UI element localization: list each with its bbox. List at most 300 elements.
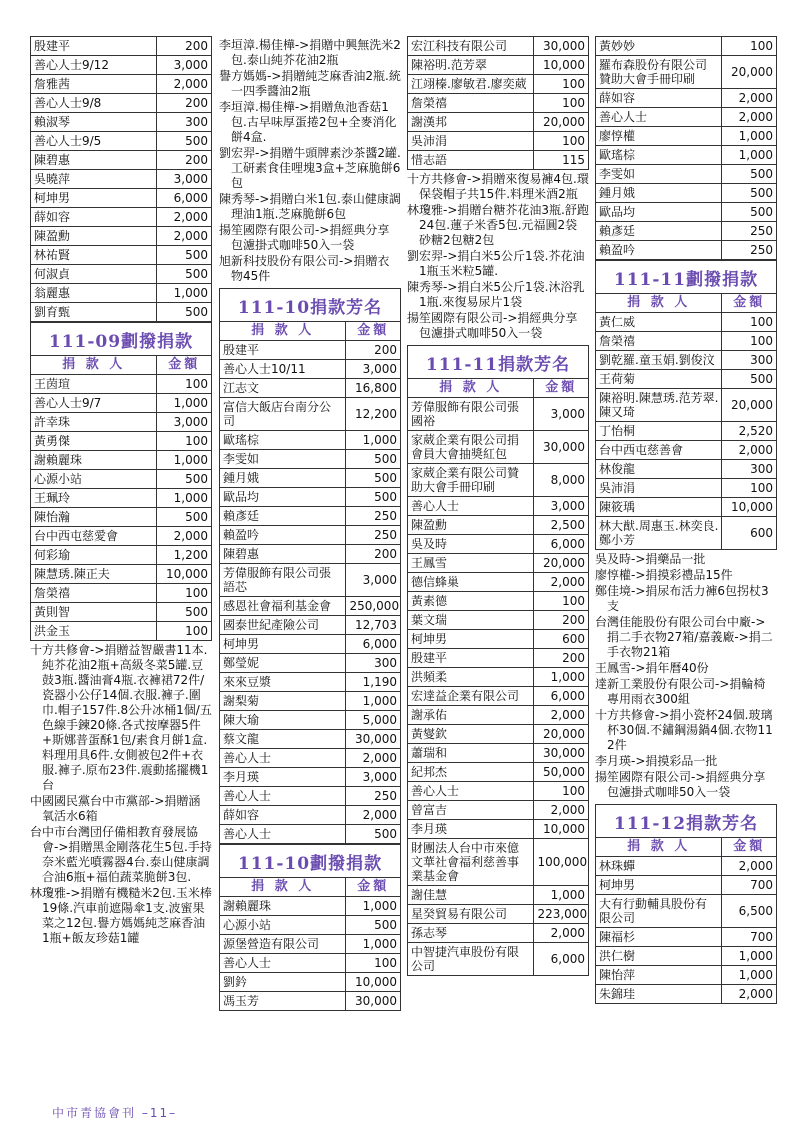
table-row [31,584,212,603]
donor-name: 鍾月娥 [596,184,722,203]
donor-name: 陳盈勳 [408,516,534,535]
donor-name: 善心人士9/12 [31,56,157,75]
donation-note: 台灣佳能股份有限公司台中廠->捐二手衣物27箱/嘉義廠->捐二手衣物21箱 [595,615,773,659]
donation-amount: 2,000 [722,108,777,127]
donor-column-header: 捐 款 人 [220,322,346,341]
table-row [596,351,777,370]
table-header-row [31,356,212,375]
table-row [408,782,589,801]
column-4 [595,36,777,1004]
table-row [220,597,401,616]
donation-table [595,837,777,1004]
donation-amount: 1,000 [157,284,212,303]
donor-name: 陳盈勳 [31,227,157,246]
donor-name: 黃則智 [31,603,157,622]
donor-name: 陳裕明.陳慧琇.范芳翠.陳又琦 [596,389,722,422]
donation-amount: 1,000 [157,394,212,413]
donation-amount: 3,000 [346,360,401,379]
donation-amount: 3,000 [346,564,401,597]
table-row [220,341,401,360]
table-row [408,668,589,687]
donation-amount: 223,000 [534,905,589,924]
donation-amount: 100 [157,432,212,451]
table-row [596,389,777,422]
section-title: 111-11劃撥捐款 [595,260,777,293]
donor-name: 許幸珠 [31,413,157,432]
table-row [31,37,212,56]
donation-amount: 200 [157,94,212,113]
donation-note: 台中市台灣団仔備相教育發展協會->捐贈黑金剛落花生5包.手持奈米藍光噴霧器4台.泰山健康調合油6瓶+福伯蔬菜脆餅3包. [30,825,212,884]
donor-name: 李雯如 [220,450,346,469]
table-row [220,954,401,973]
donor-name: 善心人士9/8 [31,94,157,113]
table-row [220,431,401,450]
table-row [408,554,589,573]
donation-amount: 10,000 [534,820,589,839]
table-row [596,222,777,241]
in-kind-donation-notes [595,552,777,800]
table-row [596,332,777,351]
donor-name: 謝梨菊 [220,692,346,711]
donation-amount: 200 [534,611,589,630]
donor-name: 陳碧惠 [31,151,157,170]
donation-table [407,36,589,170]
donor-name: 林俊龍 [596,460,722,479]
donation-amount: 30,000 [346,730,401,749]
donor-name: 詹榮禧 [596,332,722,351]
donation-amount: 600 [722,517,777,550]
donation-amount: 30,000 [534,431,589,464]
donor-name: 吳沛涓 [408,132,534,151]
donation-amount: 1,000 [157,451,212,470]
donor-name: 賴盈吟 [220,526,346,545]
table-row [31,113,212,132]
table-row [408,56,589,75]
table-row [31,227,212,246]
donation-amount: 2,000 [534,801,589,820]
donor-name: 德信蜂巢 [408,573,534,592]
donation-amount: 2,000 [534,706,589,725]
table-row [596,56,777,89]
donation-note: 十方共修會->捐贈來復易褲4包.環保袋帽子共15件.料理米酒2瓶 [407,172,589,201]
donor-name: 詹榮禧 [408,94,534,113]
donor-name: 何淑貞 [31,265,157,284]
table-row [408,94,589,113]
donation-amount: 12,200 [346,398,401,431]
table-row [220,825,401,844]
amount-column-header: 金額 [722,294,777,313]
donor-name: 謝承佑 [408,706,534,725]
donor-name: 殷建平 [408,649,534,668]
donor-name: 王荷菊 [596,370,722,389]
table-row [220,564,401,597]
donation-amount: 100 [534,782,589,801]
donation-amount: 300 [722,460,777,479]
amount-column-header: 金額 [534,379,589,398]
donation-amount: 1,000 [346,935,401,954]
donation-note: 李垣漳.楊佳樺->捐贈魚池香菇1包.古早味厚蛋捲2包+全麥消化餅4盒. [219,100,397,144]
table-row [596,37,777,56]
table-row [31,75,212,94]
donation-table [219,321,401,844]
table-row [31,508,212,527]
donor-column-header: 捐 款 人 [408,379,534,398]
donation-amount: 2,000 [157,227,212,246]
donor-name: 詹雅茜 [31,75,157,94]
donation-amount: 2,000 [157,75,212,94]
donor-name: 黃勇傑 [31,432,157,451]
table-row [220,545,401,564]
table-row [596,479,777,498]
donation-amount: 2,000 [722,985,777,1004]
table-row [596,165,777,184]
donor-name: 李月瑛 [220,768,346,787]
donor-name: 心源小站 [31,470,157,489]
donation-amount: 700 [722,928,777,947]
table-row [596,108,777,127]
donor-name: 柯坤男 [596,876,722,895]
donor-name: 陳福杉 [596,928,722,947]
donation-amount: 300 [722,351,777,370]
donation-amount: 600 [534,630,589,649]
donor-name: 蕭瑞和 [408,744,534,763]
donation-amount: 1,000 [157,489,212,508]
table-row [220,749,401,768]
donation-amount: 500 [722,184,777,203]
donor-name: 鍾月娥 [220,469,346,488]
table-row [408,113,589,132]
donor-name: 善心人士9/7 [31,394,157,413]
donation-amount: 6,500 [722,895,777,928]
table-row [596,313,777,332]
donor-name: 來來豆漿 [220,673,346,692]
donor-name: 歐瑤棕 [596,146,722,165]
donation-amount: 100 [722,479,777,498]
donor-name: 劉鈐 [220,973,346,992]
table-row [31,489,212,508]
page-footer: 中市青協會刊 –11– [52,1106,178,1120]
table-row [596,966,777,985]
donation-note: 揚笙國際有限公司->捐經典分享包濾掛式咖啡50入一袋 [595,770,766,799]
table-row [408,905,589,924]
donor-name: 王珮玲 [31,489,157,508]
donor-name: 台中西屯慈愛會 [31,527,157,546]
donation-amount: 200 [346,545,401,564]
donation-amount: 700 [722,876,777,895]
donation-amount: 6,000 [157,189,212,208]
donation-amount: 1,190 [346,673,401,692]
table-row [31,151,212,170]
table-row [408,535,589,554]
donation-amount: 250 [722,222,777,241]
donation-amount: 20,000 [534,725,589,744]
donor-name: 芳偉服飾有限公司張語芯 [220,564,346,597]
donor-name: 惜志語 [408,151,534,170]
table-row [220,616,401,635]
donor-name: 洪頻柔 [408,668,534,687]
in-kind-donation-notes [30,643,212,946]
amount-column-header: 金額 [157,356,212,375]
donation-amount: 500 [157,303,212,322]
donation-amount: 200 [534,649,589,668]
donor-name: 歐品均 [220,488,346,507]
donation-note: 劉宏羿->捐白米5公斤1袋.芥花油1瓶玉米粒5罐. [407,249,585,278]
donation-amount: 100 [346,954,401,973]
section-title: 111-09劃撥捐款 [30,322,212,355]
donation-amount: 2,000 [346,806,401,825]
table-row [408,725,589,744]
donation-amount: 100 [157,622,212,641]
table-row [408,630,589,649]
donation-amount: 30,000 [534,37,589,56]
donation-amount: 300 [346,654,401,673]
table-row [220,654,401,673]
donor-column-header: 捐 款 人 [31,356,157,375]
section-title: 111-10捐款芳名 [219,288,401,321]
table-row [31,132,212,151]
table-row [31,284,212,303]
table-row [220,787,401,806]
table-row [220,398,401,431]
section-title: 111-12捐款芳名 [595,804,777,837]
table-row [408,75,589,94]
donation-amount: 500 [722,370,777,389]
donation-amount: 1,000 [346,692,401,711]
table-row [31,375,212,394]
table-row [596,498,777,517]
donor-name: 吳及時 [408,535,534,554]
donation-amount: 16,800 [346,379,401,398]
donor-name: 陳裕明.范芳翠 [408,56,534,75]
donation-amount: 20,000 [534,113,589,132]
section-title: 111-11捐款芳名 [407,345,589,378]
table-row [220,379,401,398]
table-row [408,820,589,839]
donation-amount: 1,200 [157,546,212,565]
table-row [31,470,212,489]
donation-note: 陳秀琴->捐贈白米1包.泰山健康調理油1瓶.芝麻脆餅6包 [219,192,401,221]
donor-name: 感恩社會福利基金會 [220,597,346,616]
donation-note: 李月瑛->捐摸彩品一批 [595,754,718,768]
donor-name: 林珠蟬 [596,857,722,876]
donor-name: 曾富吉 [408,801,534,820]
table-row [596,184,777,203]
donor-name: 丁怡桐 [596,422,722,441]
donation-amount: 3,000 [534,497,589,516]
donation-note: 揚笙國際有限公司->捐經典分享包濾掛式咖啡50入一袋 [407,311,578,340]
donor-name: 吳沛涓 [596,479,722,498]
table-row [220,488,401,507]
table-row [408,763,589,782]
donation-note: 林瓊雅->捐贈台糖芥花油3瓶.舒跑24包.蓮子米香5包.元福圓2袋砂糖2包糖2包 [407,203,589,247]
table-row [596,370,777,389]
table-row [220,692,401,711]
table-row [220,469,401,488]
donation-amount: 2,000 [722,89,777,108]
table-row [220,973,401,992]
donation-table [219,877,401,1011]
donor-name: 陳慧琇.陳正夫 [31,565,157,584]
in-kind-donation-notes [219,38,401,284]
table-row [596,422,777,441]
donation-amount: 1,000 [722,146,777,165]
donor-name: 善心人士 [220,749,346,768]
donor-name: 善心人士10/11 [220,360,346,379]
donation-amount: 5,000 [346,711,401,730]
donor-name: 賴盈吟 [596,241,722,260]
table-row [31,56,212,75]
donor-name: 翁麗惠 [31,284,157,303]
table-row [408,801,589,820]
table-row [596,947,777,966]
table-row [220,711,401,730]
table-row [408,706,589,725]
table-row [408,649,589,668]
donation-amount: 10,000 [534,56,589,75]
column-1 [30,36,212,950]
table-row [596,127,777,146]
donor-name: 朱錦珪 [596,985,722,1004]
table-row [31,432,212,451]
table-row [31,527,212,546]
donation-amount: 100 [157,375,212,394]
table-row [408,464,589,497]
donation-amount: 1,000 [534,886,589,905]
in-kind-donation-notes [407,172,589,341]
donor-name: 陳大瑜 [220,711,346,730]
donation-note: 林瓊雅->捐贈有機糙米2包.玉米棒19條.汽車前遮陽傘1支.波蜜果菜之12包.譽方媽媽純芝麻香油1瓶+飯友珍菇1罐 [30,886,212,945]
donor-name: 殷建平 [31,37,157,56]
donor-name: 蔡文龍 [220,730,346,749]
donor-name: 江翊榛.廖敏君.廖奕葳 [408,75,534,94]
donor-name: 賴彥廷 [596,222,722,241]
table-row [31,170,212,189]
donor-name: 劉育甄 [31,303,157,322]
donor-name: 葉文瑞 [408,611,534,630]
donation-amount: 1,000 [722,947,777,966]
donation-note: 王鳳雪->捐年曆40份 [595,661,709,675]
donation-amount: 2,000 [534,924,589,943]
donation-amount: 500 [346,450,401,469]
donor-name: 台中西屯慈善會 [596,441,722,460]
donation-amount: 500 [157,265,212,284]
table-row [408,398,589,431]
donor-name: 善心人士 [220,787,346,806]
donor-name: 歐品均 [596,203,722,222]
table-row [31,94,212,113]
donation-amount: 3,000 [157,56,212,75]
donation-note: 十方共修會->捐小瓷杯24個.玻璃杯30個.不鏽鋼湯鍋4個.衣物112件 [595,708,773,752]
table-row [31,603,212,622]
table-row [596,876,777,895]
table-row [408,744,589,763]
donor-name: 陳筱瑀 [596,498,722,517]
donor-name: 薛如容 [31,208,157,227]
donation-amount: 2,000 [534,573,589,592]
table-row [408,839,589,886]
table-row [596,441,777,460]
donation-amount: 50,000 [534,763,589,782]
donation-note: 譽方媽媽->捐贈純芝麻香油2瓶.統一四季醬油2瓶 [219,69,401,98]
donor-name: 國泰世紀產險公司 [220,616,346,635]
donation-amount: 500 [722,165,777,184]
table-row [31,303,212,322]
donation-amount: 100 [722,332,777,351]
table-row [408,573,589,592]
table-row [220,507,401,526]
donor-name: 善心人士 [220,825,346,844]
table-row [31,265,212,284]
donation-amount: 100 [722,313,777,332]
table-row [220,897,401,916]
donation-note: 旭新科技股份有限公司->捐贈衣物45件 [219,254,390,283]
donor-name: 善心人士 [408,782,534,801]
donor-name: 薛如容 [220,806,346,825]
table-row [408,687,589,706]
donor-name: 馮玉芳 [220,992,346,1011]
table-row [596,985,777,1004]
donor-name: 王茵瑄 [31,375,157,394]
table-row [408,611,589,630]
donation-note: 劉宏羿->捐贈牛頭牌素沙茶醬2罐.工研素食佳哩塊3盒+芝麻脆餅6包 [219,146,401,190]
donor-name: 鄭瑩妮 [220,654,346,673]
donor-name: 林大猷.周惠玉.林奕良.鄭小芳 [596,517,722,550]
donor-name: 宏江科技有限公司 [408,37,534,56]
amount-column-header: 金額 [346,878,401,897]
donation-amount: 100 [534,132,589,151]
table-row [408,516,589,535]
donation-amount: 3,000 [157,170,212,189]
table-header-row [220,878,401,897]
table-row [596,241,777,260]
donation-amount: 500 [722,203,777,222]
table-row [220,730,401,749]
donor-name: 善心人士9/5 [31,132,157,151]
donation-amount: 2,000 [346,749,401,768]
table-row [596,146,777,165]
table-row [220,916,401,935]
donation-amount: 500 [346,469,401,488]
donor-name: 林祐賢 [31,246,157,265]
table-row [220,935,401,954]
donor-name: 謝佳慧 [408,886,534,905]
table-row [220,768,401,787]
donation-amount: 500 [346,488,401,507]
donation-amount: 2,000 [722,857,777,876]
donor-name: 黃燮欽 [408,725,534,744]
donor-name: 家葳企業有限公司贊助大會手冊印刷 [408,464,534,497]
table-row [220,673,401,692]
donation-note: 吳及時->捐藥品一批 [595,552,706,566]
table-row [408,151,589,170]
donation-amount: 10,000 [157,565,212,584]
donation-note: 揚笙國際有限公司->捐經典分享包濾掛式咖啡50入一袋 [219,223,390,252]
table-row [31,546,212,565]
donation-note: 陳秀琴->捐白米5公斤1袋.沐浴乳1瓶.來復易尿片1袋 [407,280,585,309]
table-row [31,394,212,413]
table-row [408,497,589,516]
donation-note: 廖惇權->捐摸彩禮品15件 [595,568,733,582]
donation-amount: 1,000 [346,431,401,450]
donor-name: 善心人士 [596,108,722,127]
table-row [31,451,212,470]
table-row [31,565,212,584]
donor-name: 紀邦杰 [408,763,534,782]
donation-amount: 300 [157,113,212,132]
donation-amount: 250 [722,241,777,260]
table-row [220,360,401,379]
donation-amount: 500 [346,916,401,935]
